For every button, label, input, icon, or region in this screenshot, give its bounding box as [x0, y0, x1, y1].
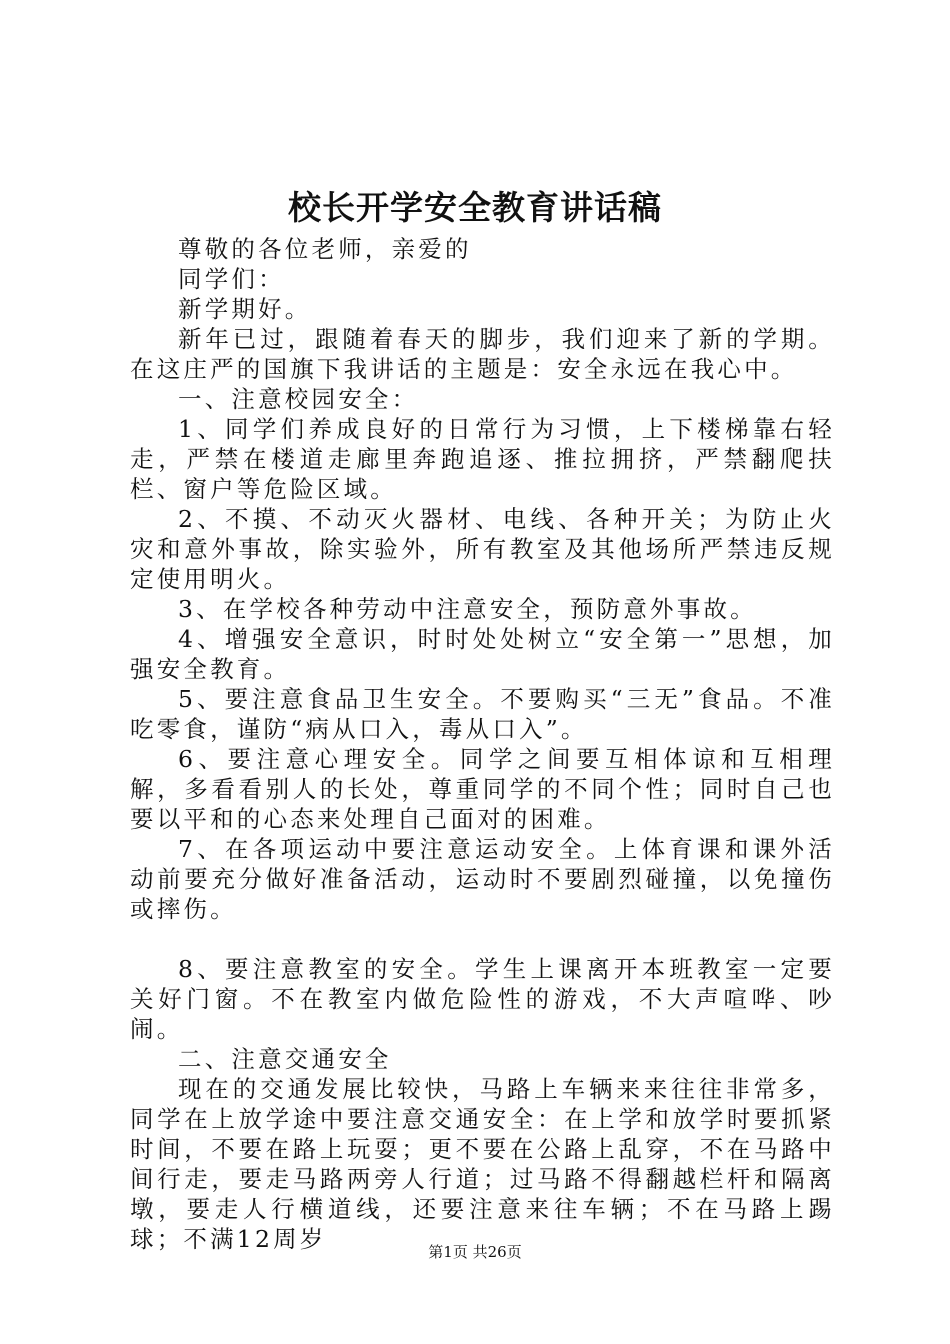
- section-heading-traffic-safety: 二、注意交通安全: [178, 1045, 392, 1073]
- page-footer: 第1页 共26页: [428, 1243, 522, 1261]
- campus-rule-3: 3、在学校各种劳动中注意安全，预防意外事故。: [178, 595, 757, 623]
- section-heading-campus-safety: 一、注意校园安全：: [178, 385, 419, 413]
- salutation-line-2: 同学们：: [178, 265, 285, 293]
- campus-rule-5: 5、要注意食品卫生安全。不要购买“三无”食品。不准吃零食，谨防“病从口入，毒从口入”。: [130, 685, 835, 743]
- campus-rule-6: 6、要注意心理安全。同学之间要互相体谅和互相理解，多看看别人的长处，尊重同学的不同个性；同时自己也要以平和的心态来处理自己面对的困难。: [130, 745, 835, 833]
- traffic-safety-paragraph: 现在的交通发展比较快，马路上车辆来来往往非常多，同学在上放学途中要注意交通安全：在上学和放学时要抓紧时间，不要在路上玩耍；更不要在公路上乱穿，不在马路中间行走，要走马路两旁人行道；过马路不得翻越栏杆和隔离墩，要走人行横道线，还要注意来往车辆；不在马路上踢球；不满12周岁: [130, 1075, 835, 1253]
- document-title: 校长开学安全教育讲话稿: [288, 188, 662, 227]
- greeting-paragraph: 新学期好。: [178, 295, 312, 323]
- campus-rule-2: 2、不摸、不动灭火器材、电线、各种开关；为防止火灾和意外事故，除实验外，所有教室及其他场所严禁违反规定使用明火。: [130, 505, 835, 593]
- campus-rule-4: 4、增强安全意识，时时处处树立“安全第一”思想，加强安全教育。: [130, 625, 835, 683]
- campus-rule-7: 7、在各项运动中要注意运动安全。上体育课和课外活动前要充分做好准备活动，运动时不要剧烈碰撞，以免撞伤或摔伤。: [130, 835, 835, 923]
- document-body: [130, 234, 835, 1254]
- campus-rule-1: 1、同学们养成良好的日常行为习惯，上下楼梯靠右轻走，严禁在楼道走廊里奔跑追逐、推拉拥挤，严禁翻爬扶栏、窗户等危险区域。: [130, 415, 835, 503]
- intro-paragraph: 新年已过，跟随着春天的脚步，我们迎来了新的学期。在这庄严的国旗下我讲话的主题是：安全永远在我心中。: [130, 325, 835, 383]
- campus-rule-8: 8、要注意教室的安全。学生上课离开本班教室一定要关好门窗。不在教室内做危险性的游戏，不大声喧哗、吵闹。: [130, 955, 835, 1043]
- salutation-line-1: 尊敬的各位老师，亲爱的: [178, 235, 472, 263]
